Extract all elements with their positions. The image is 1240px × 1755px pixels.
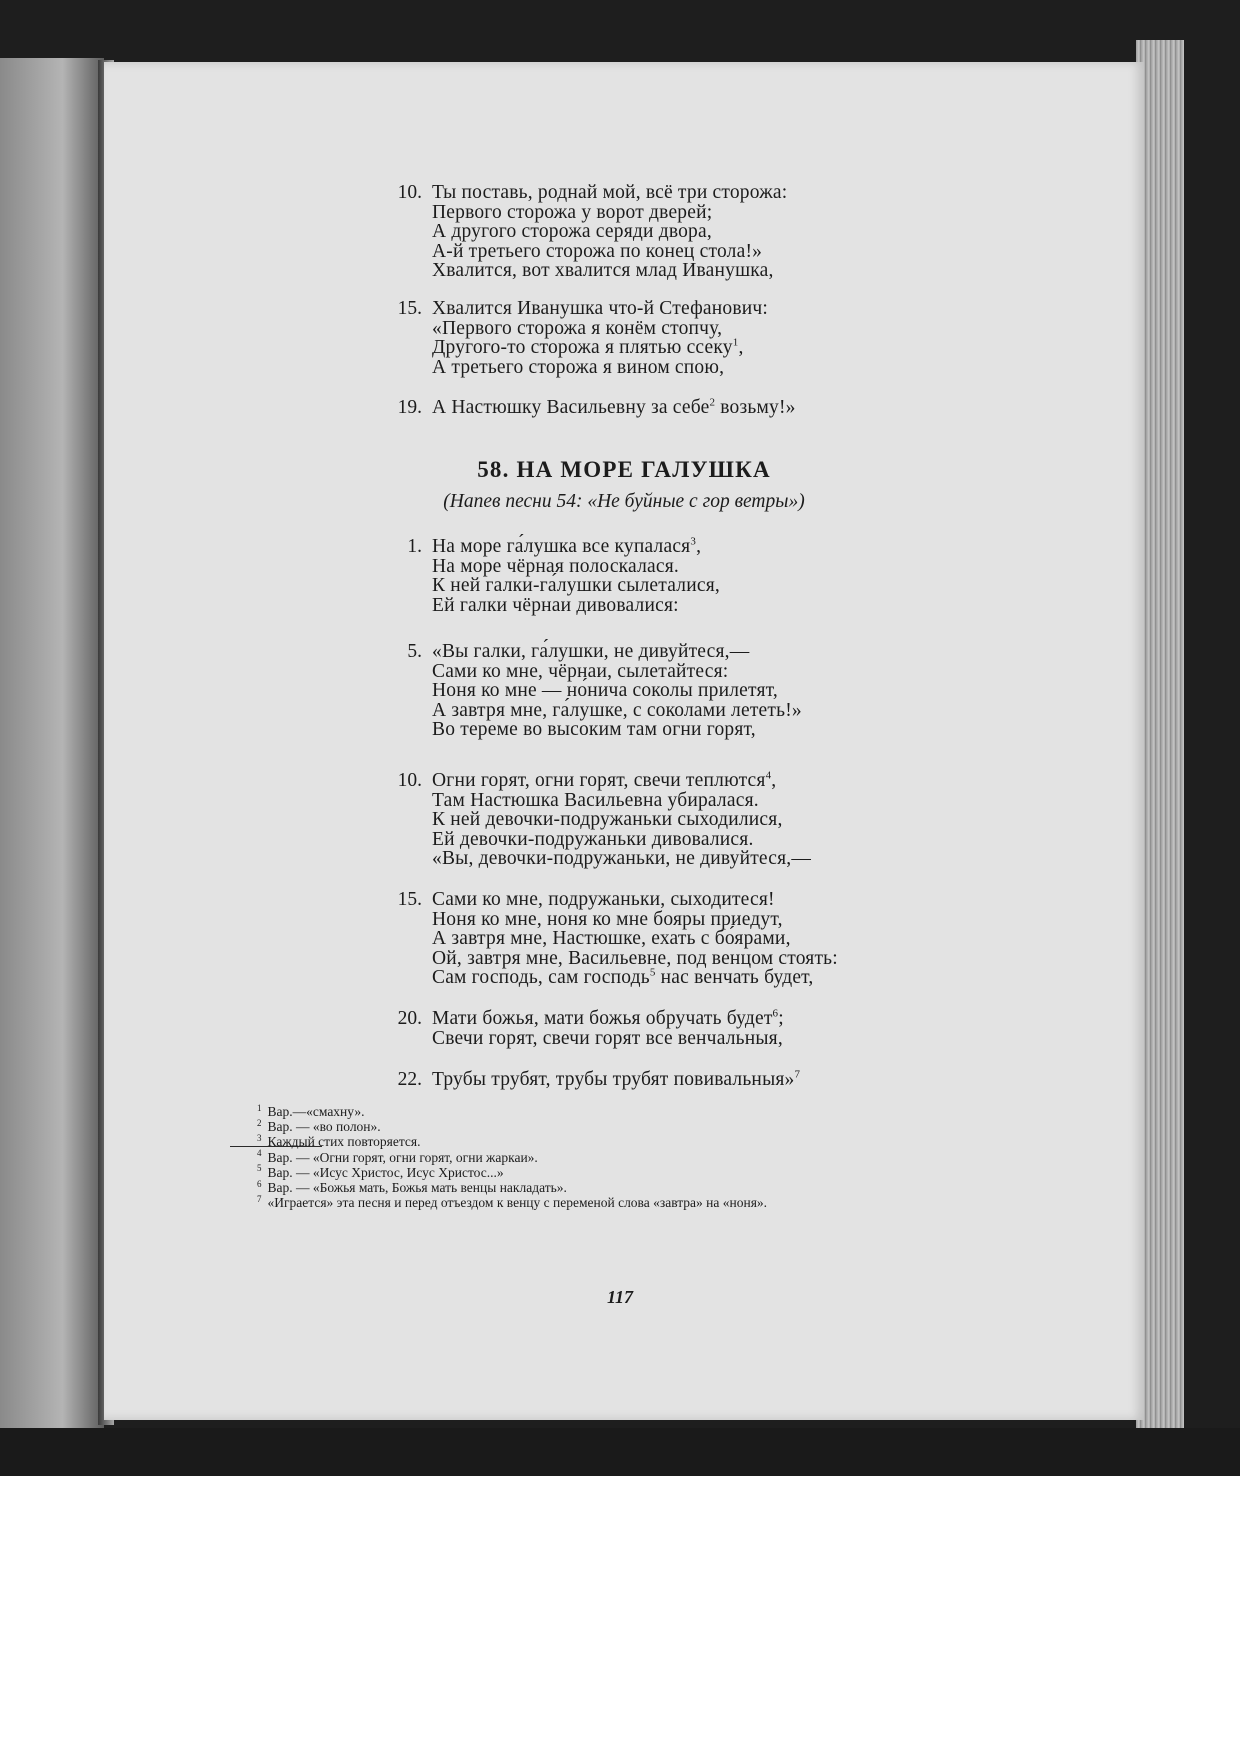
verse-text: Ноня ко мне, ноня ко мне бояры приедут, <box>432 908 783 930</box>
footnote-reference: 2 <box>709 396 716 409</box>
verse-text: А завтря мне, га́лушке, с соколами лететь!» <box>432 699 802 721</box>
verse-line <box>432 1070 800 1090</box>
footnote <box>257 1104 365 1120</box>
verse-line <box>432 929 791 949</box>
verse-text-tail: , <box>696 536 702 557</box>
verse-line <box>432 910 783 930</box>
verse-text-tail: возьму!» <box>715 397 796 418</box>
verse-text: Ой, завтря мне, Васильевне, под венцом стоять: <box>432 947 838 969</box>
verse-text: Сам господь, сам господь <box>432 967 650 988</box>
verse-text: К ней девочки-подружаньки сыходилися, <box>432 809 783 830</box>
verse-line <box>432 662 728 682</box>
verse-line <box>432 1009 784 1029</box>
song-title: 58. НА МОРЕ ГАЛУШКА <box>477 457 771 482</box>
footnote-reference: 7 <box>794 1068 801 1081</box>
verse-line <box>432 183 787 203</box>
page-number: 117 <box>606 1287 633 1307</box>
footnote-reference: 4 <box>765 769 772 782</box>
footnote-number: 2 <box>257 1117 262 1128</box>
verse-text: Другого-то сторожа я плятью ссеку <box>432 337 733 358</box>
verse-line <box>432 968 814 988</box>
verse-line <box>432 890 775 910</box>
verse-text: А Настюшку Васильевну за себе <box>432 397 710 418</box>
verse-number: 5. <box>407 641 422 662</box>
verse-text: На море чёрная полоскалася. <box>432 555 679 577</box>
verse-text: Огни горят, огни горят, свечи теплются <box>432 770 766 791</box>
verse-text: Сами ко мне, подружаньки, сыходитеся! <box>432 889 775 910</box>
book-page <box>104 62 1144 1420</box>
verse-text: Мати божья, мати божья обручать будет <box>432 1008 773 1029</box>
verse-text: Во тереме во высоким там огни горят, <box>432 719 756 740</box>
footnote-number: 5 <box>257 1163 262 1174</box>
footnote-text: Вар. — «во полон». <box>267 1119 381 1135</box>
verse-text: Первого сторожа у ворот дверей; <box>432 201 713 223</box>
verse-line <box>432 576 720 596</box>
footnote-text: Вар. — «Исус Христос, Исус Христос...» <box>267 1164 504 1180</box>
verse-line <box>432 358 724 378</box>
footnote <box>257 1180 567 1196</box>
verse-text: А завтря мне, Настюшке, ехать с бо́ярами, <box>432 928 791 949</box>
verse-line <box>432 242 762 262</box>
footnote-reference: 3 <box>690 535 697 548</box>
footnote <box>257 1195 767 1211</box>
verse-text: Свечи горят, свечи горят все венчальныя, <box>432 1027 783 1049</box>
verse-text: Ей девочки-подружаньки дивовалися. <box>432 828 754 850</box>
footnote-number: 6 <box>257 1178 262 1189</box>
footnote <box>257 1165 504 1181</box>
verse-line <box>432 720 756 740</box>
verse-text: На море га́лушка все купалася <box>432 536 691 557</box>
verse-text: Сами ко мне, чёрнаи, сылетайтеся: <box>432 660 729 682</box>
footnote-number: 1 <box>257 1102 262 1113</box>
verse-text: Ей галки чёрнаи дивовалися: <box>432 594 679 616</box>
footnote-reference: 6 <box>772 1007 779 1020</box>
verse-text-tail: , <box>738 337 744 358</box>
verse-text: «Первого сторожа я конём стопчу, <box>432 317 723 339</box>
verse-number: 22. <box>397 1069 422 1090</box>
verse-text: Там Настюшка Васильевна убиралася. <box>432 789 759 811</box>
verse-text: Ноня ко мне — но́нича соколы прилетят, <box>432 680 778 701</box>
verse-text: «Вы галки, га́лушки, не дивуйтеся,— <box>432 641 750 662</box>
footnote-text: Вар. — «Огни горят, огни горят, огни жаркаи». <box>267 1149 538 1165</box>
footnote-text: «Играется» эта песня и перед отъездом к венцу с переменой слова «завтра» на «ноня». <box>267 1195 768 1211</box>
verse-line <box>432 830 754 850</box>
verse-line <box>432 596 679 616</box>
footnote-text: Вар.—«смахну». <box>267 1104 365 1119</box>
song-subtitle: (Напев песни 54: «Не буйные с гор ветры») <box>443 491 805 512</box>
verse-line <box>432 949 838 969</box>
scan-bottom-strip <box>0 1428 1240 1476</box>
verse-line <box>432 642 749 662</box>
footnote-number: 4 <box>257 1148 262 1159</box>
verse-line <box>432 810 783 830</box>
verse-number: 1. <box>407 536 422 557</box>
verse-number: 15. <box>397 889 422 910</box>
verse-number: 19. <box>397 397 422 418</box>
verse-line <box>432 203 712 223</box>
verse-line <box>432 1029 783 1049</box>
verse-text: А другого сторожа серяди двора, <box>432 221 712 242</box>
verse-text: Ты поставь, роднай мой, всё три сторожа: <box>432 182 788 203</box>
verse-number: 15. <box>397 298 422 319</box>
verse-line <box>432 791 759 811</box>
verse-number: 10. <box>397 182 422 203</box>
verse-text: К ней галки-га́лушки сылеталися, <box>432 575 720 596</box>
verse-text: Хвалится Иванушка что-й Стефанович: <box>432 298 769 319</box>
verse-text: А третьего сторожа я вином спою, <box>432 356 725 378</box>
footnote <box>257 1134 421 1150</box>
footnote <box>257 1150 538 1166</box>
verse-text-tail: ; <box>778 1008 784 1029</box>
verse-text: А-й третьего сторожа по конец стола!» <box>432 240 763 262</box>
footnote-number: 7 <box>257 1193 262 1204</box>
verse-number: 10. <box>397 770 422 791</box>
verse-line <box>432 849 811 869</box>
verse-line <box>432 701 802 721</box>
verse-line <box>432 319 722 339</box>
verse-line <box>432 557 679 577</box>
verse-line <box>432 681 778 701</box>
verse-line <box>432 537 701 557</box>
verse-line <box>432 771 776 791</box>
verse-number: 20. <box>397 1008 422 1029</box>
verse-line <box>432 398 796 418</box>
verse-text: Хвалится, вот хвалится млад Иванушка, <box>432 260 774 281</box>
footnote-number: 3 <box>257 1132 262 1143</box>
footnote-text: Вар. — «Божья мать, Божья мать венцы накладать». <box>267 1180 567 1195</box>
footnote-reference: 5 <box>649 966 656 979</box>
footnote <box>257 1119 381 1135</box>
left-page-edge <box>0 58 104 1428</box>
footnote-reference: 1 <box>732 336 739 349</box>
footnote-text: Каждый стих повторяется. <box>267 1134 421 1150</box>
verse-line <box>432 261 774 281</box>
verse-text: Трубы трубят, трубы трубят повивальныя» <box>432 1069 795 1090</box>
verse-line <box>432 299 768 319</box>
verse-text: «Вы, девочки-подружаньки, не дивуйтеся,— <box>432 848 812 869</box>
verse-line <box>432 338 744 358</box>
verse-text-tail: , <box>771 770 777 791</box>
verse-text-tail: нас венчать будет, <box>655 967 814 988</box>
verse-line <box>432 222 712 242</box>
